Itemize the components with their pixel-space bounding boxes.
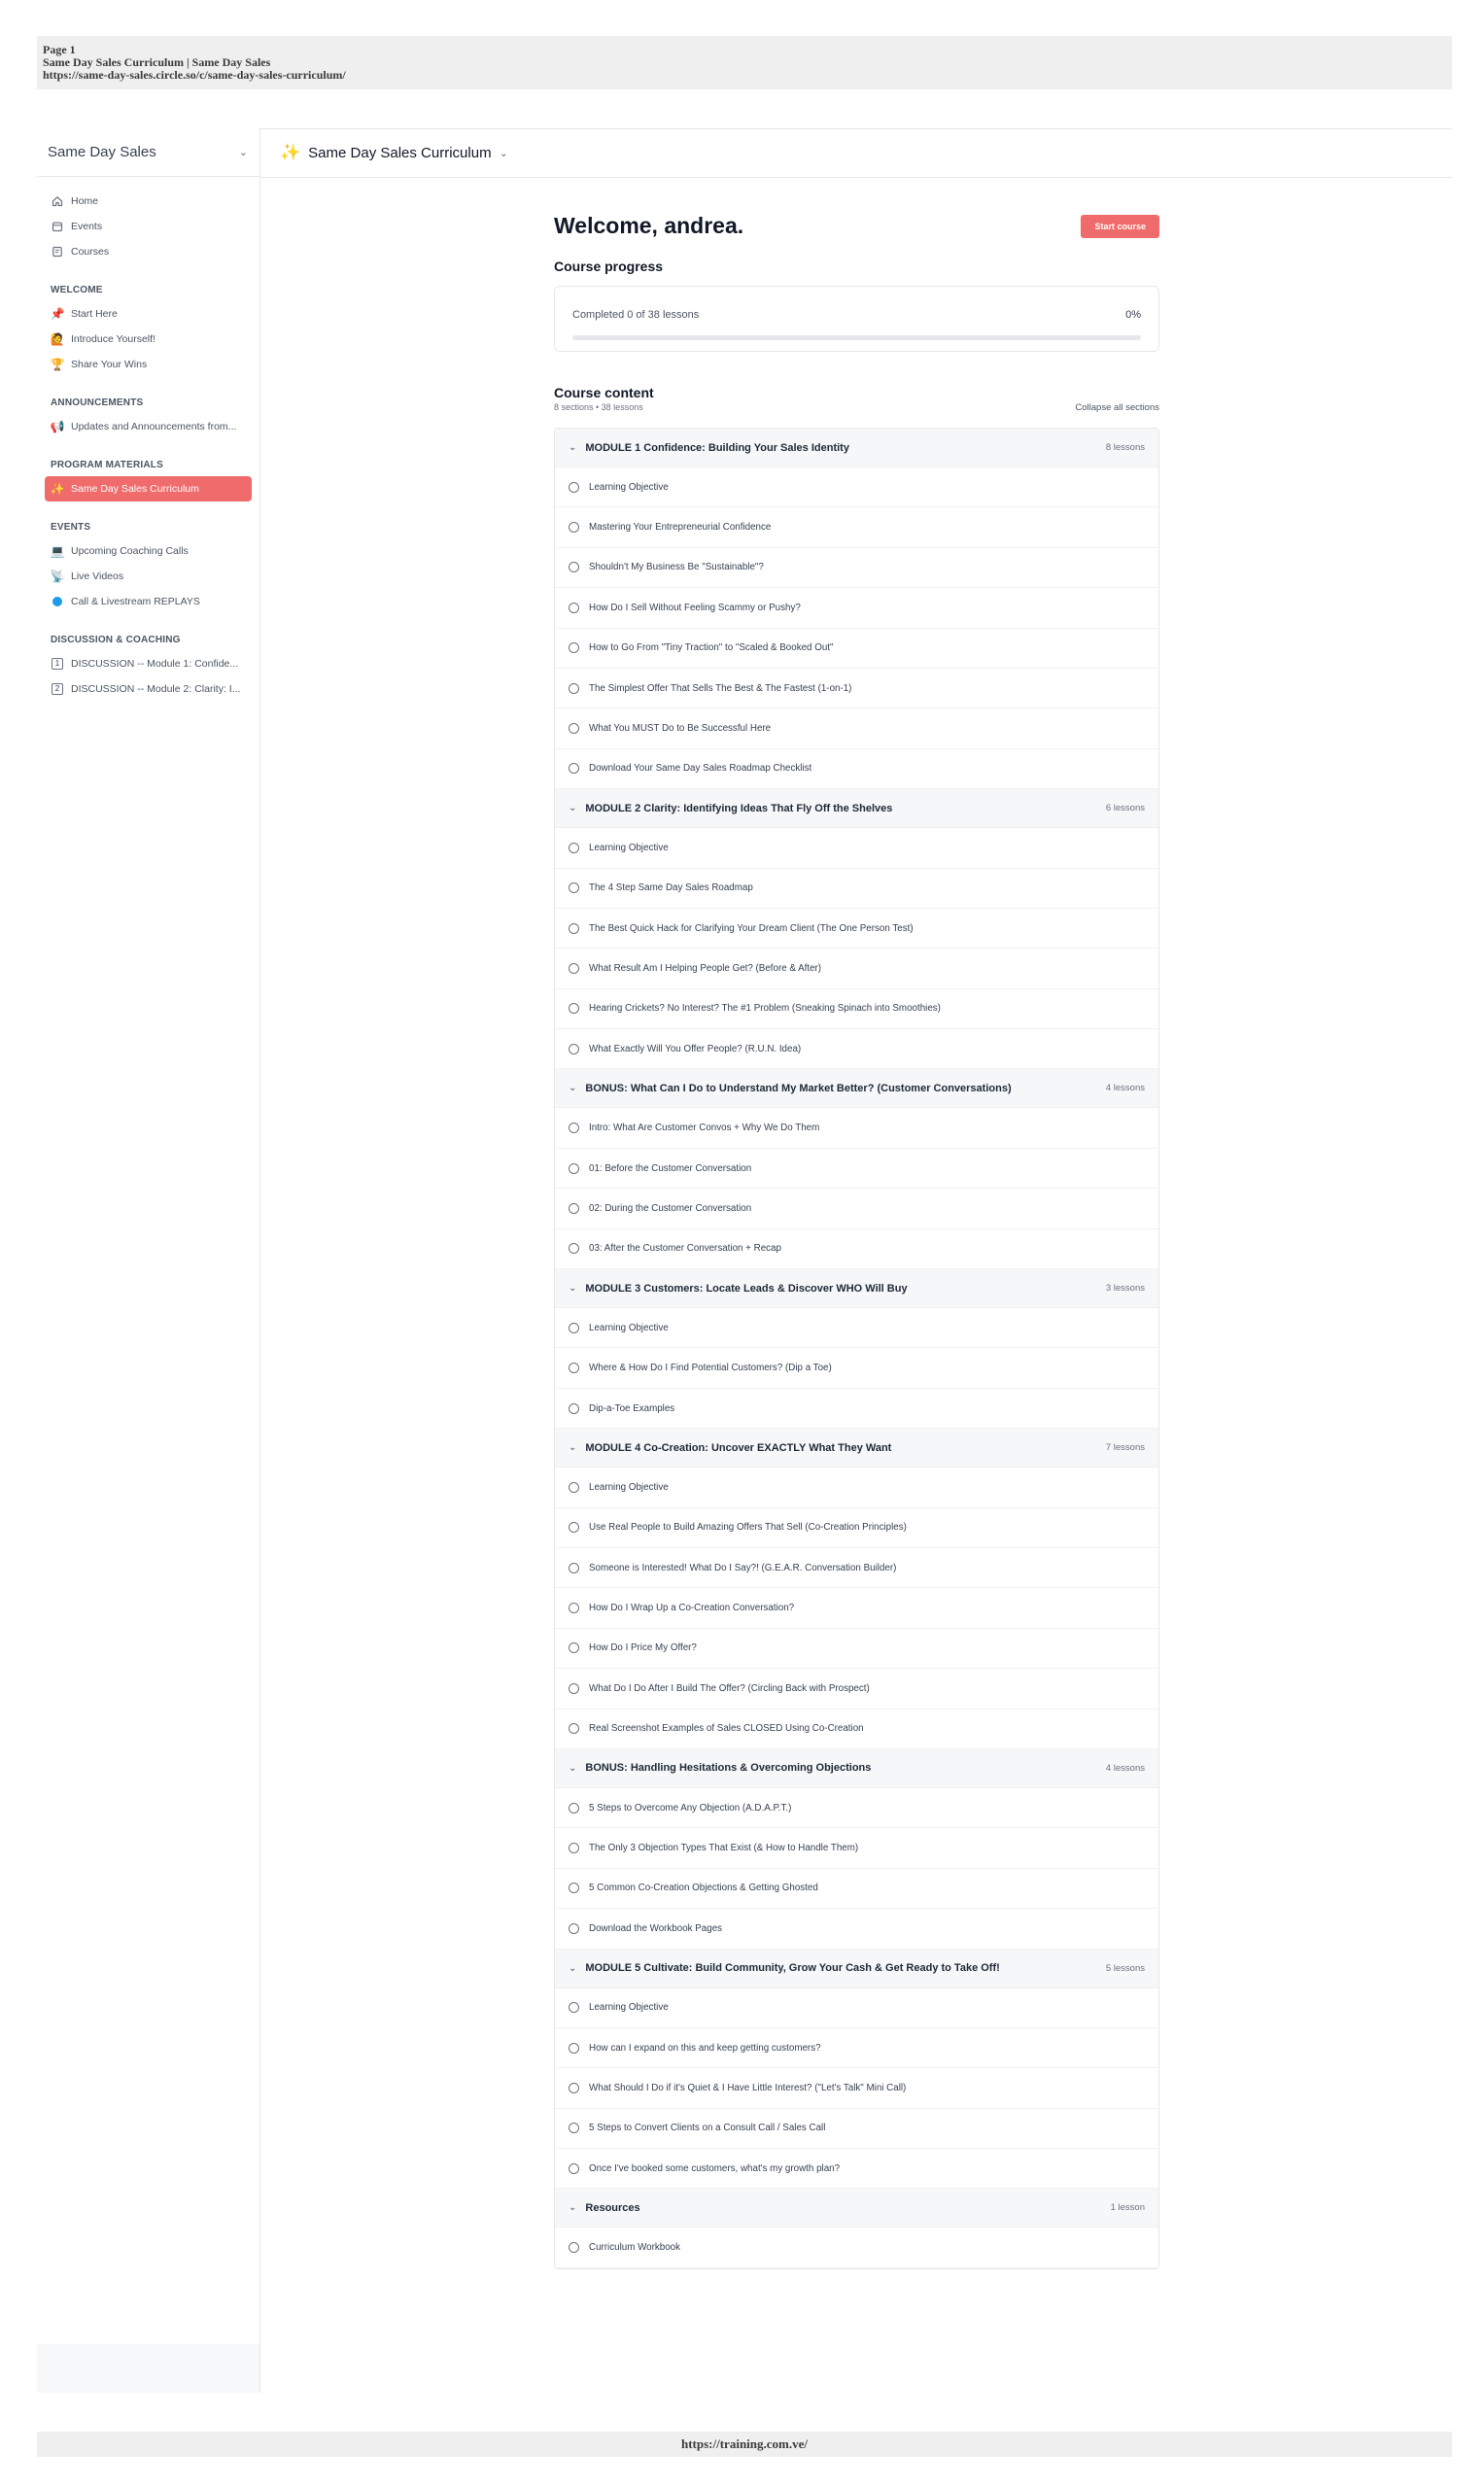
sidebar-item-share-your-wins[interactable]	[37, 352, 259, 377]
lesson-row[interactable]	[555, 869, 1158, 909]
chevron-down-icon: ⌄	[238, 147, 248, 158]
print-doc-title: Same Day Sales Curriculum | Same Day Sales	[43, 55, 271, 69]
incomplete-circle-icon	[569, 1243, 579, 1254]
incomplete-circle-icon	[569, 1642, 579, 1653]
incomplete-circle-icon	[569, 482, 579, 493]
lesson-row[interactable]	[555, 1029, 1158, 1069]
section-title: BONUS: What Can I Do to Understand My Market Better? (Customer Conversations)	[585, 1082, 1012, 1094]
print-footer: https://training.com.ve/	[37, 2432, 1452, 2457]
sparkle-icon: ✨	[50, 482, 65, 496]
trophy-icon: 🏆	[50, 358, 65, 371]
lesson-row[interactable]	[555, 2028, 1158, 2068]
lesson-title: Learning Objective	[589, 1481, 669, 1493]
course-content-area	[554, 177, 1159, 2269]
lesson-row[interactable]	[555, 1588, 1158, 1628]
sidebar-section-announcements: ANNOUNCEMENTS	[51, 397, 144, 408]
sidebar-section-discussion: DISCUSSION & COACHING	[51, 635, 181, 645]
section-lesson-count: 7 lessons	[1105, 1442, 1145, 1454]
welcome-heading: Welcome, andrea.	[554, 213, 744, 238]
lesson-title: What Result Am I Helping People Get? (Before & After)	[589, 962, 822, 974]
lesson-title: What You MUST Do to Be Successful Here	[589, 723, 772, 735]
sidebar-item-label: Courses	[71, 246, 110, 258]
lesson-title: Download Your Same Day Sales Roadmap Checklist	[589, 763, 812, 775]
chevron-down-icon: ⌄	[569, 1442, 577, 1454]
section-title: Resources	[585, 2201, 640, 2214]
chevron-down-icon: ⌄	[569, 1283, 577, 1295]
space-header[interactable]	[260, 128, 1452, 178]
number-1-icon: 1	[52, 658, 63, 670]
sidebar-item-courses[interactable]	[37, 239, 259, 264]
start-course-button[interactable]: Start course	[1081, 215, 1159, 238]
lesson-title: What Should I Do if it's Quiet & I Have Little Interest? ("Let's Talk" Mini Call)	[589, 2082, 907, 2093]
satellite-icon: 📡	[50, 570, 65, 583]
lesson-row[interactable]	[555, 2149, 1158, 2189]
lesson-title: 5 Steps to Convert Clients on a Consult Call / Sales Call	[589, 2123, 826, 2134]
incomplete-circle-icon	[569, 2123, 579, 2133]
lesson-row[interactable]	[555, 588, 1158, 628]
incomplete-circle-icon	[569, 1683, 579, 1694]
pushpin-icon: 📌	[50, 307, 65, 321]
lesson-row[interactable]	[555, 467, 1158, 507]
sidebar-footer	[37, 2344, 259, 2393]
progress-bar	[572, 335, 1141, 340]
chevron-down-icon: ⌄	[569, 803, 577, 814]
lesson-title: The Only 3 Objection Types That Exist (& How to Handle Them)	[589, 1843, 859, 1854]
lesson-title: How to Go From "Tiny Traction" to "Scaled & Booked Out"	[589, 642, 834, 654]
lesson-row[interactable]	[555, 749, 1158, 789]
lesson-title: 02: During the Customer Conversation	[589, 1202, 752, 1214]
section-lesson-count: 6 lessons	[1105, 803, 1145, 814]
lesson-row[interactable]	[555, 909, 1158, 949]
home-icon	[51, 194, 64, 208]
incomplete-circle-icon	[569, 683, 579, 694]
app-window	[37, 128, 1452, 2393]
lesson-row[interactable]	[555, 2068, 1158, 2108]
collapse-all-sections-link[interactable]: Collapse all sections	[1075, 402, 1159, 413]
lesson-row[interactable]	[555, 1189, 1158, 1228]
sidebar-section-program-materials: PROGRAM MATERIALS	[51, 460, 163, 470]
incomplete-circle-icon	[569, 923, 579, 934]
lesson-title: How can I expand on this and keep getting customers?	[589, 2042, 821, 2054]
incomplete-circle-icon	[569, 2163, 579, 2174]
community-switcher[interactable]	[37, 128, 259, 177]
calendar-icon	[51, 220, 64, 233]
lesson-row[interactable]	[555, 1909, 1158, 1949]
section-header[interactable]	[555, 2189, 1158, 2228]
incomplete-circle-icon	[569, 522, 579, 533]
lesson-row[interactable]	[555, 669, 1158, 708]
chevron-down-icon: ⌄	[499, 147, 508, 159]
lesson-title: Learning Objective	[589, 481, 669, 493]
sidebar-item-discussion-module-2[interactable]	[37, 676, 259, 702]
section-lesson-count: 4 lessons	[1105, 1762, 1145, 1774]
incomplete-circle-icon	[569, 2242, 579, 2253]
lesson-row[interactable]	[555, 1669, 1158, 1709]
sparkle-icon: ✨	[280, 143, 301, 161]
lesson-title: Intro: What Are Customer Convos + Why We Do Them	[589, 1123, 820, 1134]
lesson-title: Use Real People to Build Amazing Offers That Sell (Co-Creation Principles)	[589, 1522, 907, 1534]
lesson-title: Curriculum Workbook	[589, 2242, 681, 2254]
incomplete-circle-icon	[569, 763, 579, 774]
lesson-title: The Best Quick Hack for Clarifying Your Dream Client (The One Person Test)	[589, 922, 914, 934]
lesson-row[interactable]	[555, 507, 1158, 547]
lesson-row[interactable]	[555, 1468, 1158, 1507]
chevron-down-icon: ⌄	[569, 1762, 577, 1774]
incomplete-circle-icon	[569, 603, 579, 613]
lesson-row[interactable]	[555, 1548, 1158, 1588]
space-title: Same Day Sales Curriculum	[308, 144, 492, 161]
lesson-title: Learning Objective	[589, 842, 669, 853]
sidebar-section-welcome: WELCOME	[51, 285, 103, 295]
course-section-list	[554, 428, 1159, 2269]
lesson-row[interactable]	[555, 828, 1158, 868]
lesson-row[interactable]	[555, 1828, 1158, 1868]
sidebar	[37, 128, 260, 2393]
incomplete-circle-icon	[569, 963, 579, 974]
lesson-title: Shouldn't My Business Be "Sustainable"?	[589, 562, 764, 573]
incomplete-circle-icon	[569, 1883, 579, 1893]
incomplete-circle-icon	[569, 1003, 579, 1014]
section-lesson-count: 8 lessons	[1105, 442, 1145, 453]
laptop-icon: 💻	[50, 544, 65, 558]
lesson-title: How Do I Sell Without Feeling Scammy or Pushy?	[589, 602, 801, 613]
lesson-row[interactable]	[555, 1710, 1158, 1749]
incomplete-circle-icon	[569, 1603, 579, 1613]
sidebar-item-label: Events	[71, 221, 103, 232]
sidebar-section-events: EVENTS	[51, 522, 91, 533]
progress-text: Completed 0 of 38 lessons	[572, 309, 700, 321]
sidebar-item-label: Upcoming Coaching Calls	[71, 545, 189, 557]
course-content-meta: 8 sections • 38 lessons	[554, 402, 643, 412]
sidebar-item-label: Live Videos	[71, 570, 124, 582]
section-title: BONUS: Handling Hesitations & Overcoming Objections	[585, 1762, 872, 1775]
number-2-icon: 2	[52, 683, 63, 695]
sidebar-item-label: Start Here	[71, 308, 118, 320]
incomplete-circle-icon	[569, 1123, 579, 1133]
incomplete-circle-icon	[569, 1403, 579, 1414]
course-content-title: Course content	[554, 385, 654, 400]
lesson-row[interactable]	[555, 1308, 1158, 1348]
section-title: MODULE 2 Clarity: Identifying Ideas That Fly Off the Shelves	[585, 802, 893, 814]
lesson-row[interactable]	[555, 1629, 1158, 1669]
sidebar-item-live-videos[interactable]	[37, 564, 259, 589]
lesson-title: How Do I Wrap Up a Co-Creation Conversation?	[589, 1603, 795, 1614]
lesson-title: How Do I Price My Offer?	[589, 1642, 697, 1654]
print-header	[37, 36, 1452, 89]
blue-dot-icon	[52, 597, 62, 606]
lesson-title: Mastering Your Entrepreneurial Confidence	[589, 522, 772, 534]
sidebar-item-start-here[interactable]	[37, 301, 259, 327]
chevron-down-icon: ⌄	[569, 442, 577, 453]
section-title: MODULE 4 Co-Creation: Uncover EXACTLY What They Want	[585, 1441, 892, 1454]
sidebar-item-label: DISCUSSION -- Module 2: Clarity: I...	[71, 683, 241, 695]
lesson-row[interactable]	[555, 1348, 1158, 1388]
incomplete-circle-icon	[569, 642, 579, 653]
sidebar-item-label: Share Your Wins	[71, 359, 148, 370]
lesson-title: What Do I Do After I Build The Offer? (Circling Back with Prospect)	[589, 1682, 870, 1694]
lesson-title: 01: Before the Customer Conversation	[589, 1162, 752, 1174]
lesson-row[interactable]	[555, 2109, 1158, 2149]
lesson-row[interactable]	[555, 949, 1158, 988]
chevron-down-icon: ⌄	[569, 1962, 577, 1974]
lesson-row[interactable]	[555, 1149, 1158, 1189]
incomplete-circle-icon	[569, 1522, 579, 1533]
section-header[interactable]	[555, 1749, 1158, 1788]
section-header[interactable]	[555, 1950, 1158, 1988]
section-header[interactable]	[555, 1429, 1158, 1468]
lesson-row[interactable]	[555, 1389, 1158, 1429]
raising-hand-icon: 🙋	[50, 332, 65, 346]
incomplete-circle-icon	[569, 1563, 579, 1573]
incomplete-circle-icon	[569, 562, 579, 572]
section-lesson-count: 5 lessons	[1105, 1962, 1145, 1974]
lesson-row[interactable]	[555, 989, 1158, 1029]
incomplete-circle-icon	[569, 1044, 579, 1054]
sidebar-item-label: Home	[71, 195, 99, 207]
lesson-row[interactable]	[555, 1229, 1158, 1269]
incomplete-circle-icon	[569, 1843, 579, 1853]
incomplete-circle-icon	[569, 2043, 579, 2054]
lesson-row[interactable]	[555, 1869, 1158, 1909]
lesson-title: Learning Objective	[589, 1322, 669, 1333]
sidebar-item-updates-announcements[interactable]	[37, 414, 259, 439]
lesson-title: 5 Common Co-Creation Objections & Getting Ghosted	[589, 1883, 818, 1894]
chevron-down-icon: ⌄	[569, 2202, 577, 2214]
lesson-title: Real Screenshot Examples of Sales CLOSED Using Co-Creation	[589, 1723, 864, 1735]
sidebar-item-replays[interactable]	[37, 589, 259, 614]
sidebar-item-coaching-calls[interactable]	[37, 538, 259, 564]
community-name: Same Day Sales	[48, 144, 156, 160]
lesson-row[interactable]	[555, 708, 1158, 748]
incomplete-circle-icon	[569, 882, 579, 893]
sidebar-item-label: Call & Livestream REPLAYS	[71, 596, 200, 607]
incomplete-circle-icon	[569, 843, 579, 853]
lesson-title: Hearing Crickets? No Interest? The #1 Problem (Sneaking Spinach into Smoothies)	[589, 1003, 941, 1015]
lesson-title: What Exactly Will You Offer People? (R.U.N. Idea)	[589, 1043, 802, 1054]
lesson-title: Someone is Interested! What Do I Say?! (G.E.A.R. Conversation Builder)	[589, 1562, 897, 1573]
sidebar-item-label: Introduce Yourself!	[71, 333, 155, 345]
sidebar-item-label: Updates and Announcements from...	[71, 421, 237, 432]
lesson-title: Where & How Do I Find Potential Customers? (Dip a Toe)	[589, 1363, 832, 1374]
incomplete-circle-icon	[569, 1203, 579, 1214]
main-panel	[260, 128, 1452, 2393]
lesson-title: Download the Workbook Pages	[589, 1922, 723, 1934]
section-header[interactable]	[555, 429, 1158, 467]
section-lesson-count: 4 lessons	[1105, 1083, 1145, 1094]
incomplete-circle-icon	[569, 1923, 579, 1934]
progress-percent: 0%	[1125, 309, 1141, 321]
lesson-row[interactable]	[555, 629, 1158, 669]
incomplete-circle-icon	[569, 2083, 579, 2093]
sidebar-item-discussion-module-1[interactable]	[37, 651, 259, 676]
progress-card	[554, 286, 1159, 352]
print-page-number: Page 1	[43, 43, 76, 56]
section-lesson-count: 3 lessons	[1105, 1283, 1145, 1295]
section-lesson-count: 1 lesson	[1110, 2202, 1145, 2214]
incomplete-circle-icon	[569, 1163, 579, 1174]
courses-icon	[51, 245, 64, 259]
section-title: MODULE 5 Cultivate: Build Community, Grow Your Cash & Get Ready to Take Off!	[585, 1962, 1000, 1974]
lesson-row[interactable]	[555, 1508, 1158, 1548]
lesson-title: Once I've booked some customers, what's my growth plan?	[589, 2162, 841, 2174]
lesson-title: The Simplest Offer That Sells The Best & The Fastest (1-on-1)	[589, 682, 852, 694]
lesson-title: Learning Objective	[589, 2002, 669, 2014]
sidebar-item-events[interactable]	[37, 214, 259, 239]
lesson-title: 5 Steps to Overcome Any Objection (A.D.A.P.T.)	[589, 1802, 792, 1814]
chevron-down-icon: ⌄	[569, 1083, 577, 1094]
incomplete-circle-icon	[569, 723, 579, 734]
incomplete-circle-icon	[569, 1723, 579, 1734]
sidebar-item-introduce-yourself[interactable]	[37, 327, 259, 352]
lesson-row[interactable]	[555, 548, 1158, 588]
lesson-title: Dip-a-Toe Examples	[589, 1402, 675, 1414]
lesson-row[interactable]	[555, 1108, 1158, 1148]
section-header[interactable]	[555, 1269, 1158, 1308]
lesson-title: 03: After the Customer Conversation + Recap	[589, 1243, 781, 1255]
lesson-row[interactable]	[555, 2228, 1158, 2267]
incomplete-circle-icon	[569, 1363, 579, 1373]
print-url: https://same-day-sales.circle.so/c/same-day-sales-curriculum/	[43, 68, 346, 82]
incomplete-circle-icon	[569, 2002, 579, 2013]
section-title: MODULE 3 Customers: Locate Leads & Discover WHO Will Buy	[585, 1282, 908, 1295]
section-title: MODULE 1 Confidence: Building Your Sales Identity	[585, 441, 849, 454]
lesson-title: The 4 Step Same Day Sales Roadmap	[589, 882, 753, 894]
incomplete-circle-icon	[569, 1323, 579, 1333]
megaphone-icon: 📢	[50, 420, 65, 433]
section-header[interactable]	[555, 789, 1158, 828]
lesson-row[interactable]	[555, 1788, 1158, 1828]
lesson-row[interactable]	[555, 1988, 1158, 2028]
sidebar-item-label: Same Day Sales Curriculum	[71, 483, 199, 495]
sidebar-item-curriculum[interactable]	[45, 476, 252, 501]
sidebar-item-home[interactable]	[37, 189, 259, 214]
incomplete-circle-icon	[569, 1803, 579, 1814]
incomplete-circle-icon	[569, 1482, 579, 1493]
sidebar-item-label: DISCUSSION -- Module 1: Confide...	[71, 658, 239, 670]
section-header[interactable]	[555, 1069, 1158, 1108]
course-progress-title: Course progress	[554, 259, 664, 274]
